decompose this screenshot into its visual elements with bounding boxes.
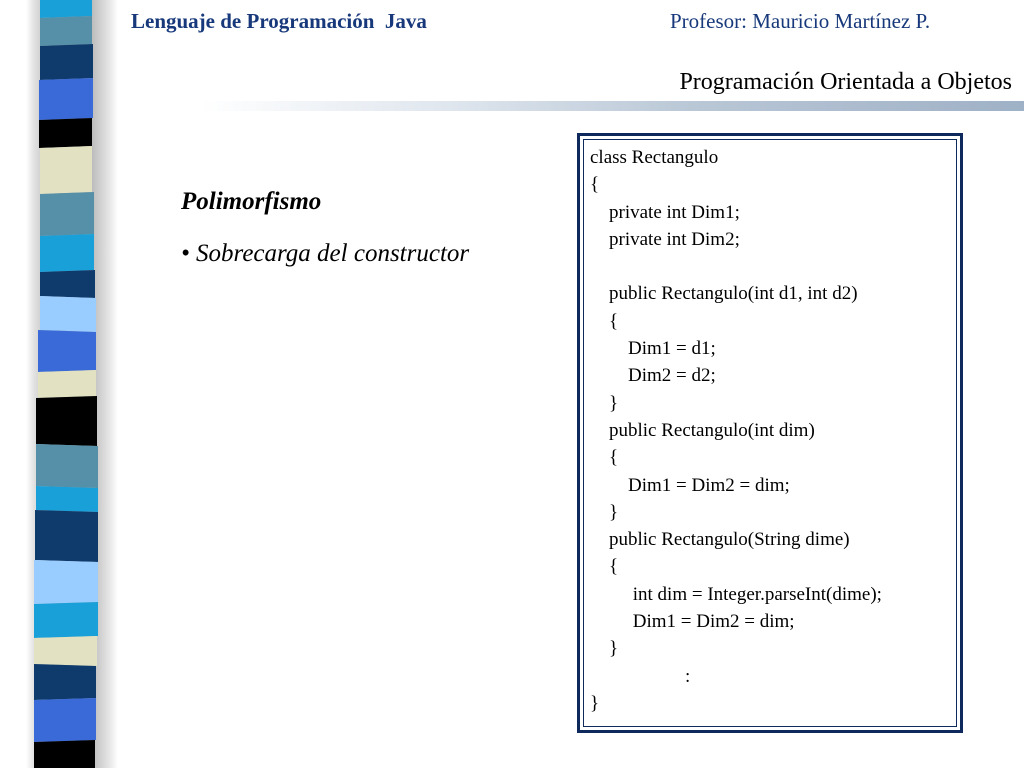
strip-band [34,602,98,638]
code-line: } [590,638,619,660]
strip-band [40,296,96,332]
strip-band [36,486,98,512]
code-line: Dim1 = Dim2 = dim; [590,611,795,633]
code-line: Dim1 = d1; [590,338,716,360]
code-line: public Rectangulo(int d1, int d2) [590,283,858,305]
code-line: { [590,174,600,196]
strip-band [40,16,92,46]
strip-band [34,664,96,700]
strip-band [40,44,93,80]
strip-band [40,0,92,18]
strip-band [34,698,96,742]
code-line: } [590,501,619,523]
strip-band [36,396,97,446]
strip-band [38,370,96,398]
strip-band [40,146,92,194]
strip-band [35,510,98,562]
code-line: Dim1 = Dim2 = dim; [590,474,790,496]
code-line: private int Dim1; [590,201,740,223]
code-line: { [590,310,619,332]
strip-band [36,444,98,488]
bullet-symbol: • [181,240,190,267]
code-line: { [590,556,619,578]
code-line: } [590,692,600,714]
decorative-strip [0,0,118,768]
code-line: int dim = Integer.parseInt(dime); [590,583,882,605]
slide-subtitle: Programación Orientada a Objetos [679,69,1012,95]
code-listing [590,144,882,717]
strip-band [40,192,94,236]
topic-heading: Polimorfismo [181,188,322,215]
strip-band [34,740,95,768]
strip-band [40,234,94,272]
code-line: private int Dim2; [590,228,740,250]
code-box [577,133,963,733]
code-line [590,253,882,280]
strip-band [40,270,95,298]
code-line: public Rectangulo(int dim) [590,419,815,441]
strip-band [39,78,93,120]
header-rule [200,101,1024,111]
strip-band [39,118,92,148]
strip-band [38,330,96,372]
bullet-text: Sobrecarga del constructor [196,240,470,267]
professor-name: Profesor: Mauricio Martínez P. [670,9,931,33]
code-line: class Rectangulo [590,147,719,168]
code-line: : [590,665,691,687]
code-line: { [590,447,619,469]
bullet-item [181,240,469,268]
code-line: public Rectangulo(String dime) [590,529,850,551]
code-line: Dim2 = d2; [590,365,716,387]
strip-band [34,636,97,666]
course-title: Lenguaje de Programación Java [131,9,427,33]
code-line: } [590,392,619,414]
strip-band [34,560,98,604]
